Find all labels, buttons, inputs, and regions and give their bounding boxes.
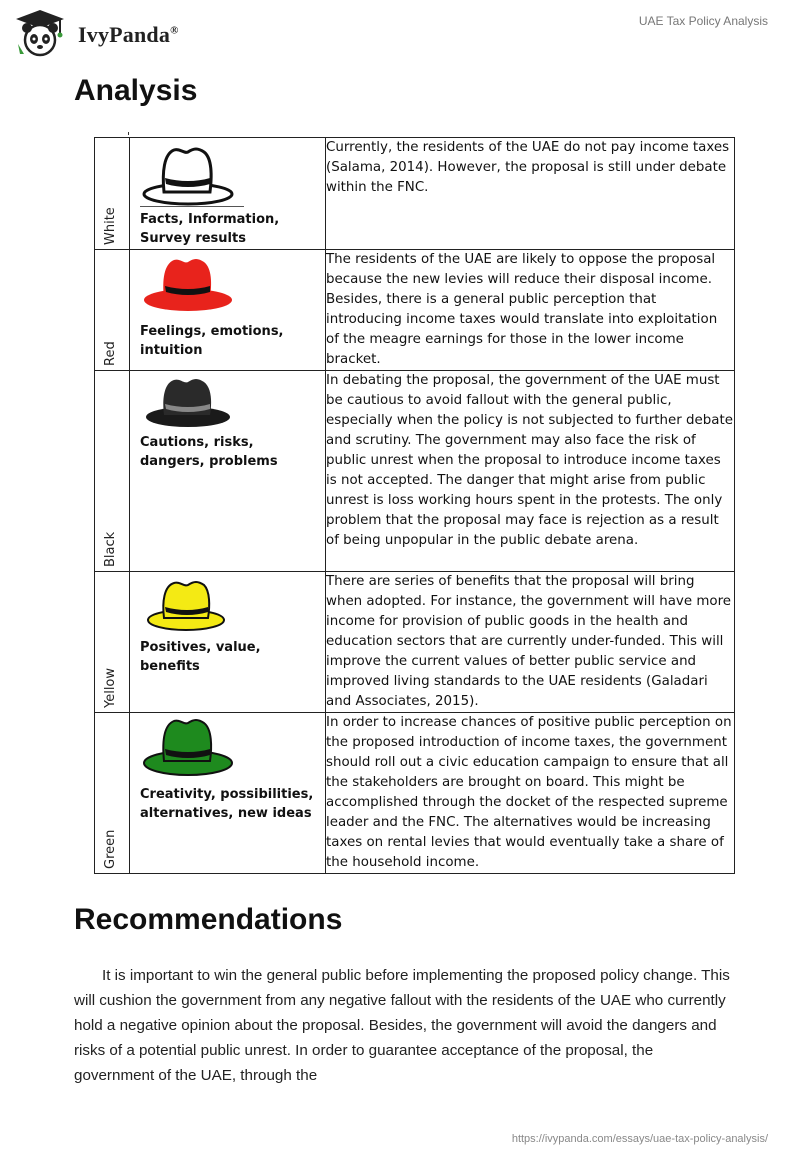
hat-label: Positives, value, benefits <box>140 640 261 674</box>
brand-name: IvyPanda® <box>78 22 179 47</box>
hat-cell <box>130 572 326 713</box>
page-header <box>0 0 800 66</box>
row-label-cell <box>95 371 130 572</box>
ivypanda-logo[interactable] <box>14 8 204 60</box>
panda-graduate-icon <box>14 8 66 58</box>
hat-description: Currently, the residents of the UAE do not pay income taxes (Salama, 2014). However, the proposal is still under debate within the FNC. <box>326 138 735 250</box>
table-tick-mark <box>128 132 129 135</box>
hat-label: Facts, Information, Survey results <box>140 212 280 246</box>
analysis-heading: Analysis <box>74 74 198 107</box>
row-color-label: White <box>103 207 118 245</box>
hat-row-white <box>95 138 735 250</box>
footer-url-link[interactable]: https://ivypanda.com/essays/uae-tax-policy-analysis/ <box>511 1133 768 1145</box>
hat-underline <box>140 206 244 207</box>
hat-label: Feelings, emotions, intuition <box>140 324 284 358</box>
hat-description: In order to increase chances of positive public perception on the proposed introduction of income taxes, the government should roll out a civic education campaign to ensure that all the stakeholders are brought on board. This might be accomplished through the docket of the respected supreme leader and the FNC. The alternatives would be increasing taxes on rental levies that would eventually take a share of the household income. <box>326 713 735 874</box>
hat-description: In debating the proposal, the government of the UAE must be cautious to avoid fallout with the general public, especially when the policy is not subjected to further debate and scrutiny. The government may also face the risk of public unrest when the proposal to introduce income taxes is not accepted. The danger that might arise from public unrest is loss working hours spent in the protests. The only problem that the proposal may face is rejection as a result of being unpopular in the public debate arena. <box>326 371 735 572</box>
row-color-label: Red <box>103 341 118 366</box>
row-label-cell <box>95 713 130 874</box>
row-color-label: Black <box>103 531 118 567</box>
recommendations-paragraph: It is important to win the general public before implementing the proposed policy change. This will cushion the government from any negative fallout with the residents of the UAE who currently hold a negative opinion about the proposal. Besides, the government will avoid the dangers and risks of a potential public unrest. In order to guarantee acceptance of the proposal, the government of the UAE, through the <box>74 967 730 1084</box>
six-hats-table <box>94 137 735 874</box>
hat-label: Cautions, risks, dangers, problems <box>140 435 278 469</box>
hat-description: The residents of the UAE are likely to oppose the proposal because the new levies will reduce their disposal income. Besides, there is a general public perception that introducing income taxes would translate into exploitation of the meagre earnings for those in the lower income bracket. <box>326 250 735 371</box>
hat-row-red <box>95 250 735 371</box>
recommendations-heading: Recommendations <box>74 903 343 936</box>
red-hat-icon <box>140 254 240 316</box>
row-label-cell <box>95 138 130 250</box>
white-hat-icon <box>140 144 240 208</box>
row-color-label: Yellow <box>103 667 118 708</box>
green-hat-icon <box>140 715 240 779</box>
row-color-label: Green <box>103 829 118 869</box>
yellow-hat-icon <box>140 578 240 634</box>
black-hat-icon <box>140 375 240 431</box>
hat-description: There are series of benefits that the proposal will bring when adopted. For instance, the government will have more income for provision of public goods in the health and education sectors that are currently under-funded. This will improve the current values of better public service and improved living standards to the UAE residents (Galadari and Associates, 2015). <box>326 572 735 713</box>
hat-row-black <box>95 371 735 572</box>
row-label-cell <box>95 572 130 713</box>
hat-label: Creativity, possibilities, alternatives, new ideas <box>140 787 314 821</box>
hat-cell <box>130 250 326 371</box>
hat-row-yellow <box>95 572 735 713</box>
hat-cell <box>130 138 326 250</box>
document-title: UAE Tax Policy Analysis <box>638 14 768 28</box>
row-label-cell <box>95 250 130 371</box>
hat-cell <box>130 713 326 874</box>
hat-cell <box>130 371 326 572</box>
hat-row-green <box>95 713 735 874</box>
